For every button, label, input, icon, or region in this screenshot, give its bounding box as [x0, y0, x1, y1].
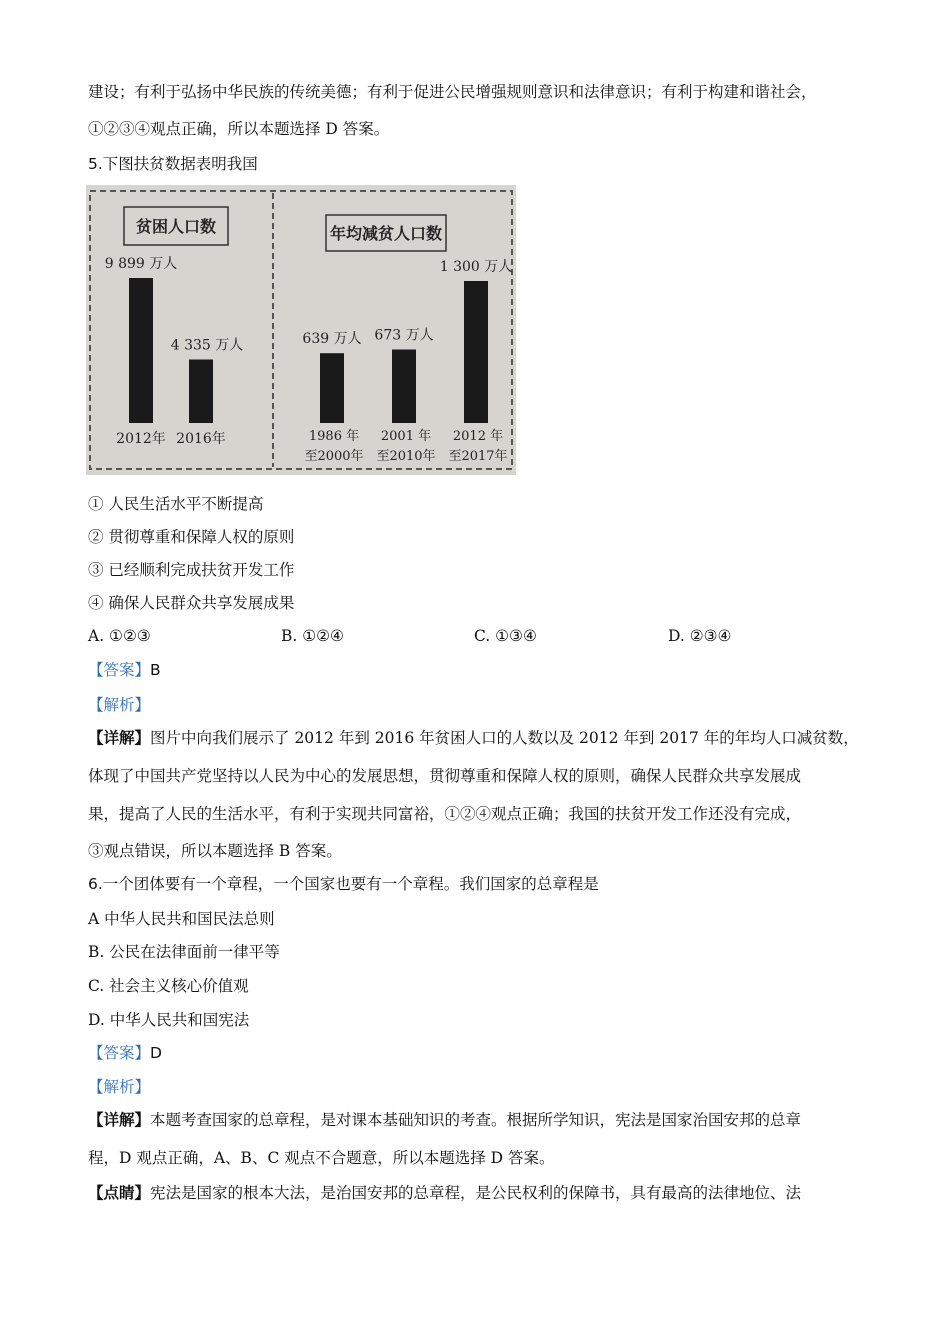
q5-detail-2: 体现了中国共产党坚持以人民为中心的发展思想，贯彻尊重和保障人权的原则，确保人民群众共享发展成 [88, 767, 802, 785]
category-label: 1986 年 [308, 429, 360, 444]
detail-tag: 【详解】 [88, 1110, 151, 1129]
question-6: 6.一个团体要有一个章程，一个国家也要有一个章程。我们国家的总章程是 [88, 875, 599, 893]
q6-choice-a: A 中华人民共和国民法总则 [88, 910, 275, 928]
detail-text: 本题考查国家的总章程，是对课本基础知识的考查。根据所学知识，宪法是国家治国安邦的总章 [150, 1111, 802, 1129]
line-1: 建设；有利于弘扬中华民族的传统美德；有利于促进公民增强规则意识和法律意识；有利于构建和谐社会， [88, 83, 817, 101]
option-1: ① 人民生活水平不断提高 [88, 495, 264, 513]
category-label: 2016年 [176, 431, 226, 447]
point-tag: 【点睛】 [88, 1183, 151, 1202]
answer-tag: 【答案】 [88, 661, 151, 679]
category-label: 2001 年 [380, 429, 432, 444]
point-text: 宪法是国家的根本大法，是治国安邦的总章程，是公民权利的保障书，具有最高的法律地位、法 [150, 1184, 802, 1202]
q6-choice-c: C. 社会主义核心价值观 [88, 977, 249, 995]
choice-a: A. ①②③ [88, 627, 151, 645]
bar [189, 360, 213, 423]
detail-tag: 【详解】 [88, 728, 151, 747]
bar [392, 349, 416, 423]
option-3: ③ 已经顺利完成扶贫开发工作 [88, 561, 295, 579]
data-label: 4 335 万人 [170, 337, 244, 354]
q6-answer [88, 1043, 162, 1063]
q5-answer [88, 660, 161, 680]
category-label: 至2017年 [448, 449, 508, 464]
q6-point [88, 1183, 801, 1203]
chart-title: 贫困人口数 [135, 217, 217, 236]
option-2: ② 贯彻尊重和保障人权的原则 [88, 528, 295, 546]
q6-choice-d: D. 中华人民共和国宪法 [88, 1011, 250, 1029]
category-label: 2012年 [116, 431, 166, 447]
q6-detail-2: 程，D 观点正确，A、B、C 观点不合题意，所以本题选择 D 答案。 [88, 1149, 555, 1167]
q6-choice-b: B. 公民在法律面前一律平等 [88, 943, 280, 961]
q6-detail-1 [88, 1110, 801, 1130]
poverty-chart-photo [86, 185, 516, 475]
choice-c: C. ①③④ [474, 627, 537, 645]
line-2: ①②③④观点正确，所以本题选择 D 答案。 [88, 120, 390, 138]
q5-detail-3: 果，提高了人民的生活水平，有利于实现共同富裕，①②④观点正确；我国的扶贫开发工作还没有完成， [88, 805, 802, 823]
q5-detail-4: ③观点错误，所以本题选择 B 答案。 [88, 842, 342, 860]
q6-analysis-tag: 【解析】 [88, 1078, 151, 1096]
option-4: ④ 确保人民群众共享发展成果 [88, 594, 295, 612]
data-label: 9 899 万人 [104, 256, 178, 272]
data-label: 639 万人 [302, 331, 362, 348]
choice-d: D. ②③④ [668, 627, 732, 645]
bar [464, 281, 488, 423]
q5-detail-1 [88, 728, 859, 748]
data-label: 673 万人 [374, 327, 434, 344]
answer-value: D [150, 1044, 162, 1062]
detail-text: 图片中向我们展示了 2012 年到 2016 年贫困人口的人数以及 2012 年到 2017 年的年均人口减贫数， [150, 729, 859, 747]
category-label: 至2000年 [304, 449, 364, 464]
answer-value: B [150, 661, 161, 679]
data-label: 1 300 万人 [439, 259, 513, 275]
bar [320, 353, 344, 423]
category-label: 2012 年 [452, 429, 504, 444]
question-5: 5.下图扶贫数据表明我国 [88, 155, 258, 173]
category-label: 至2010年 [376, 449, 436, 464]
answer-tag: 【答案】 [88, 1044, 151, 1062]
bar [129, 278, 153, 423]
q5-analysis-tag: 【解析】 [88, 696, 151, 714]
chart-title: 年均减贫人口数 [329, 224, 443, 243]
choice-b: B. ①②④ [281, 627, 344, 645]
